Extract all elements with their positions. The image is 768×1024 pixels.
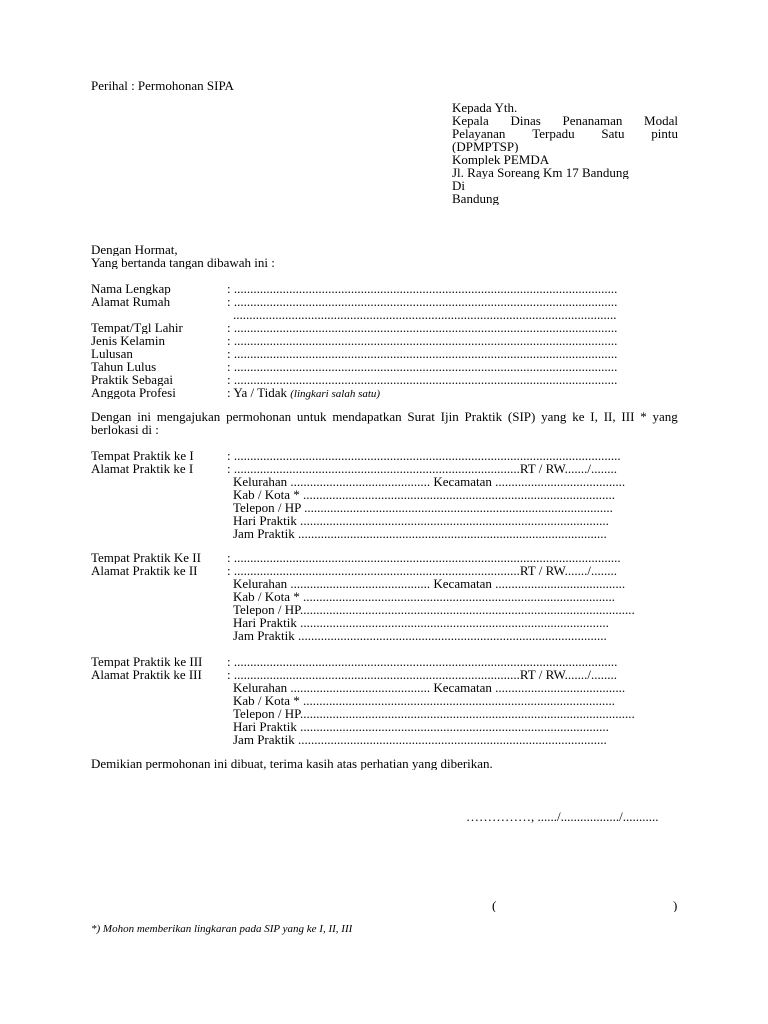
practice-3-hari: Hari Praktik ...............................................................................................: [233, 720, 609, 733]
signature-close-paren: ): [673, 899, 678, 912]
practice-2-alamat-value: : ........................................................................................RT / RW......./........: [227, 564, 617, 577]
word: Satu: [601, 126, 625, 141]
request-line-2: berlokasi di :: [91, 423, 159, 436]
field-value-lulusan: : ......................................................................................................................: [227, 347, 618, 360]
practice-1-tempat-value: : .......................................................................................................................: [227, 449, 621, 462]
field-label-jenis-kelamin: Jenis Kelamin: [91, 334, 166, 347]
field-value-tahun-lulus: : ......................................................................................................................: [227, 360, 618, 373]
word: (SIP): [507, 409, 536, 424]
practice-2-kelurahan: Kelurahan ........................................... Kecamatan ........................................: [233, 577, 626, 590]
word: Pelayanan: [452, 126, 506, 141]
word: II,: [603, 409, 616, 424]
perihal: Perihal : Permohonan SIPA: [91, 79, 234, 92]
word: Dinas: [510, 113, 541, 128]
word: Terpadu: [532, 126, 575, 141]
word: yang: [652, 409, 678, 424]
practice-3-kab: Kab / Kota * ................................................................................................: [233, 694, 616, 707]
recipient-line-4: (DPMPTSP): [452, 140, 519, 153]
word: permohonan: [226, 409, 292, 424]
practice-1-tempat-label: Tempat Praktik ke I: [91, 449, 194, 462]
practice-3-kelurahan: Kelurahan ........................................... Kecamatan ........................................: [233, 681, 626, 694]
practice-3-tempat-label: Tempat Praktik ke III: [91, 655, 203, 668]
practice-1-alamat-label: Alamat Praktik ke I: [91, 462, 194, 475]
field-value-anggota-profesi: [227, 386, 380, 401]
word: Penanaman: [562, 113, 623, 128]
word: pintu: [651, 126, 678, 141]
recipient-line-5: Komplek PEMDA: [452, 153, 550, 166]
practice-1-hari: Hari Praktik ...............................................................................................: [233, 514, 609, 527]
practice-3-jam: Jam Praktik ...............................................................................................: [233, 733, 607, 746]
practice-3-tempat-value: : ......................................................................................................................: [227, 655, 618, 668]
word: Modal: [644, 113, 678, 128]
field-label-ttl: Tempat/Tgl Lahir: [91, 321, 183, 334]
word: III: [621, 409, 635, 424]
footnote: *) Mohon memberikan lingkaran pada SIP yang ke I, II, III: [91, 923, 353, 935]
word: mendapatkan: [332, 409, 402, 424]
closing-text: Demikian permohonan ini dibuat, terima kasih atas perhatian yang diberikan.: [91, 757, 493, 770]
intro-text: Yang bertanda tangan dibawah ini :: [91, 256, 275, 269]
field-value-nama: : ......................................................................................................................: [227, 282, 618, 295]
word: ini: [137, 409, 151, 424]
field-label-praktik-sebagai: Praktik Sebagai: [91, 373, 173, 386]
practice-2-hari: Hari Praktik ...............................................................................................: [233, 616, 609, 629]
anggota-note: (lingkari salah satu): [290, 388, 381, 400]
practice-1-alamat-value: : ........................................................................................RT / RW......./........: [227, 462, 617, 475]
practice-2-tempat-value: : .......................................................................................................................: [227, 551, 621, 564]
word: yang: [541, 409, 567, 424]
field-label-anggota-profesi: Anggota Profesi: [91, 386, 176, 399]
field-value-alamat: : ......................................................................................................................: [227, 295, 618, 308]
word: ke: [572, 409, 585, 424]
word: Ijin: [440, 409, 459, 424]
practice-3-alamat-value: : ........................................................................................RT / RW......./........: [227, 668, 617, 681]
date-place-line: ……………, ....../................../...........: [466, 810, 659, 823]
recipient-line-3: [452, 127, 678, 140]
word: Kepala: [452, 113, 489, 128]
field-label-nama: Nama Lengkap: [91, 282, 171, 295]
practice-1-kab: Kab / Kota * ................................................................................................: [233, 488, 616, 501]
field-value-ttl: : ......................................................................................................................: [227, 321, 618, 334]
recipient-greeting: Kepada Yth.: [452, 101, 518, 114]
practice-2-tempat-label: Tempat Praktik Ke II: [91, 551, 201, 564]
word: Dengan: [91, 409, 132, 424]
word: Praktik: [464, 409, 503, 424]
field-value-alamat-cont: ......................................................................................................................: [233, 308, 617, 321]
request-line-1: [91, 410, 678, 423]
field-label-tahun-lulus: Tahun Lulus: [91, 360, 157, 373]
field-label-alamat: Alamat Rumah: [91, 295, 171, 308]
practice-2-jam: Jam Praktik ...............................................................................................: [233, 629, 607, 642]
practice-2-telepon: Telepon / HP.......................................................................................................: [233, 603, 635, 616]
practice-3-alamat-label: Alamat Praktik ke III: [91, 668, 202, 681]
word: mengajukan: [156, 409, 221, 424]
word: I,: [590, 409, 598, 424]
word: untuk: [296, 409, 327, 424]
practice-1-telepon: Telepon / HP ...............................................................................................: [233, 501, 613, 514]
recipient-line-6: Jl. Raya Soreang Km 17 Bandung: [452, 166, 629, 179]
greeting: Dengan Hormat,: [91, 243, 178, 256]
practice-3-telepon: Telepon / HP.......................................................................................................: [233, 707, 635, 720]
practice-1-kelurahan: Kelurahan ........................................... Kecamatan ........................................: [233, 475, 626, 488]
field-label-lulusan: Lulusan: [91, 347, 133, 360]
word: Surat: [407, 409, 435, 424]
recipient-line-8: Bandung: [452, 192, 499, 205]
anggota-options: : Ya / Tidak: [227, 386, 287, 400]
recipient-line-7: Di: [452, 179, 465, 192]
field-value-jenis-kelamin: : ......................................................................................................................: [227, 334, 618, 347]
practice-2-alamat-label: Alamat Praktik ke II: [91, 564, 198, 577]
practice-1-jam: Jam Praktik ...............................................................................................: [233, 527, 607, 540]
word: *: [640, 409, 647, 424]
signature-open-paren: (: [492, 899, 497, 912]
practice-2-kab: Kab / Kota * ................................................................................................: [233, 590, 616, 603]
field-value-praktik-sebagai: : ......................................................................................................................: [227, 373, 618, 386]
